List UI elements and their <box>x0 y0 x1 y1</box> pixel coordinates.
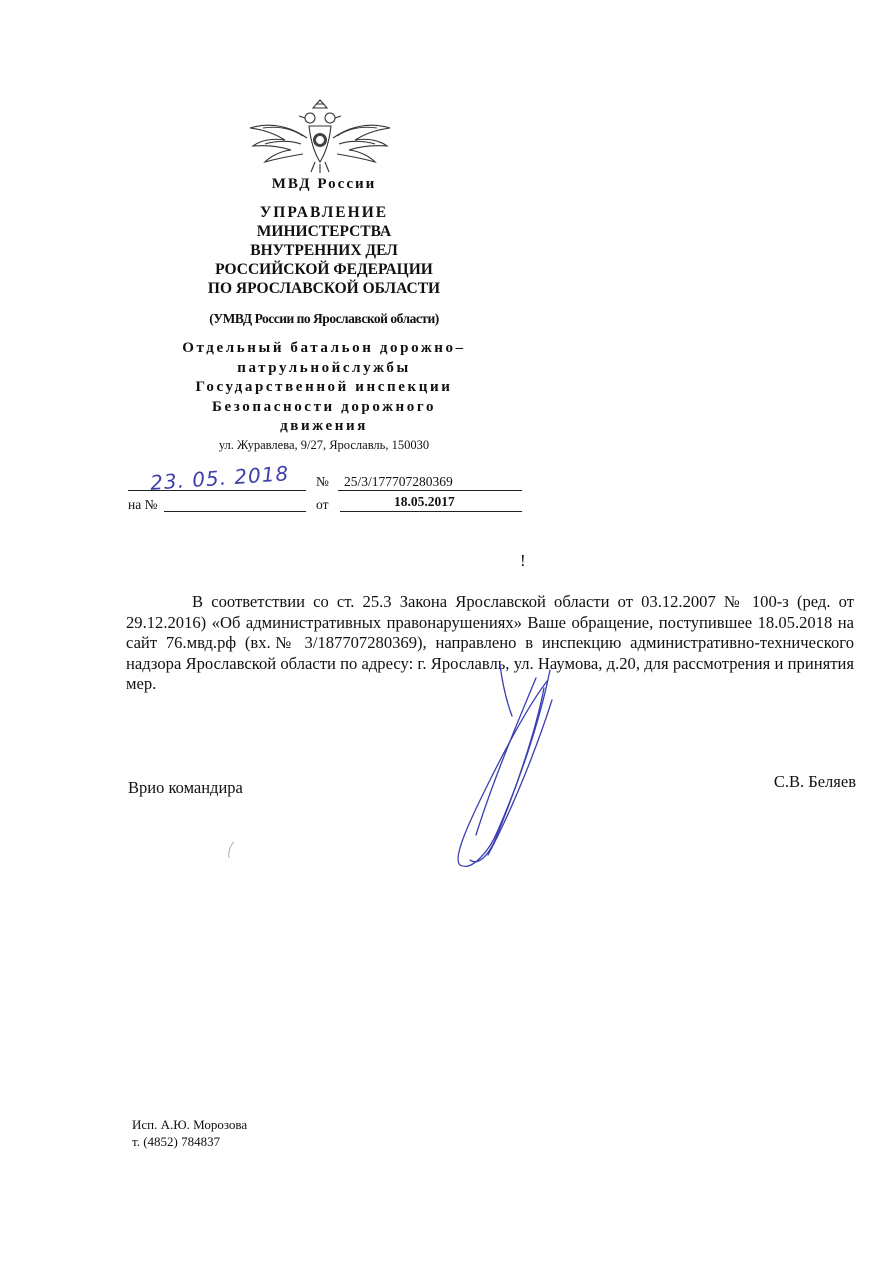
department-name <box>188 203 460 298</box>
outgoing-number: 25/3/177707280369 <box>344 474 453 489</box>
department-line: РОССИЙСКОЙ ФЕДЕРАЦИИ <box>215 261 433 278</box>
body-paragraph: В соответствии со ст. 25.3 Закона Ярославской области от 03.12.2007 № 100-з (ред. от 29.12.2016) «Об административных правонарушениях» Ваше обращение, поступившее 18.05.2018 на сайт 76.мвд.рф (вх.№ 3/187707280369), направлено в инспекцию административно-технического надзора Ярославской области по адресу: г. Ярославль, ул. Наумова, д.20, для рассмотрения и принятия мер. <box>126 592 854 693</box>
division-line: Безопасности дорожного <box>211 398 437 415</box>
division-name <box>140 339 508 437</box>
division-line: патрульнойслужбы <box>237 359 411 376</box>
department-line: УПРАВЛЕНИЕ <box>259 204 389 221</box>
handwritten-signature-icon <box>440 660 580 880</box>
division-line: Отдельный батальон дорожно– <box>182 340 466 356</box>
division-line: движения <box>280 418 368 434</box>
from-date: 18.05.2017 <box>394 494 455 509</box>
double-headed-eagle-emblem-icon <box>245 96 395 174</box>
department-abbreviation: (УМВД России по Ярославской области) <box>209 311 439 326</box>
executor-name: Исп. А.Ю. Морозова <box>132 1117 248 1132</box>
department-line: ВНУТРЕННИХ ДЕЛ <box>250 242 398 259</box>
signatory-name: С.В. Беляев <box>773 772 856 791</box>
division-line: Государственной инспекции <box>195 379 453 395</box>
executor-phone: т. (4852) 784837 <box>132 1134 221 1149</box>
pencil-mark-icon <box>224 840 238 860</box>
recipient-block <box>503 200 693 300</box>
number-label: № <box>316 474 329 489</box>
signatory-position: Врио командира <box>128 778 243 797</box>
division-address: ул. Журавлева, 9/27, Ярославль, 150030 <box>218 438 430 452</box>
in-reply-line <box>164 493 306 512</box>
in-reply-label: на № <box>128 497 158 512</box>
department-line: МИНИСТЕРСТВА <box>256 223 392 240</box>
handwritten-date: 23. 05. 2018 <box>149 461 290 495</box>
ministry-short-name: МВД России <box>271 176 377 192</box>
executor-info <box>132 1116 247 1150</box>
department-line: ПО ЯРОСЛАВСКОЙ ОБЛАСТИ <box>207 280 441 297</box>
from-label: от <box>316 497 329 512</box>
salutation-mark: ! <box>520 551 526 570</box>
